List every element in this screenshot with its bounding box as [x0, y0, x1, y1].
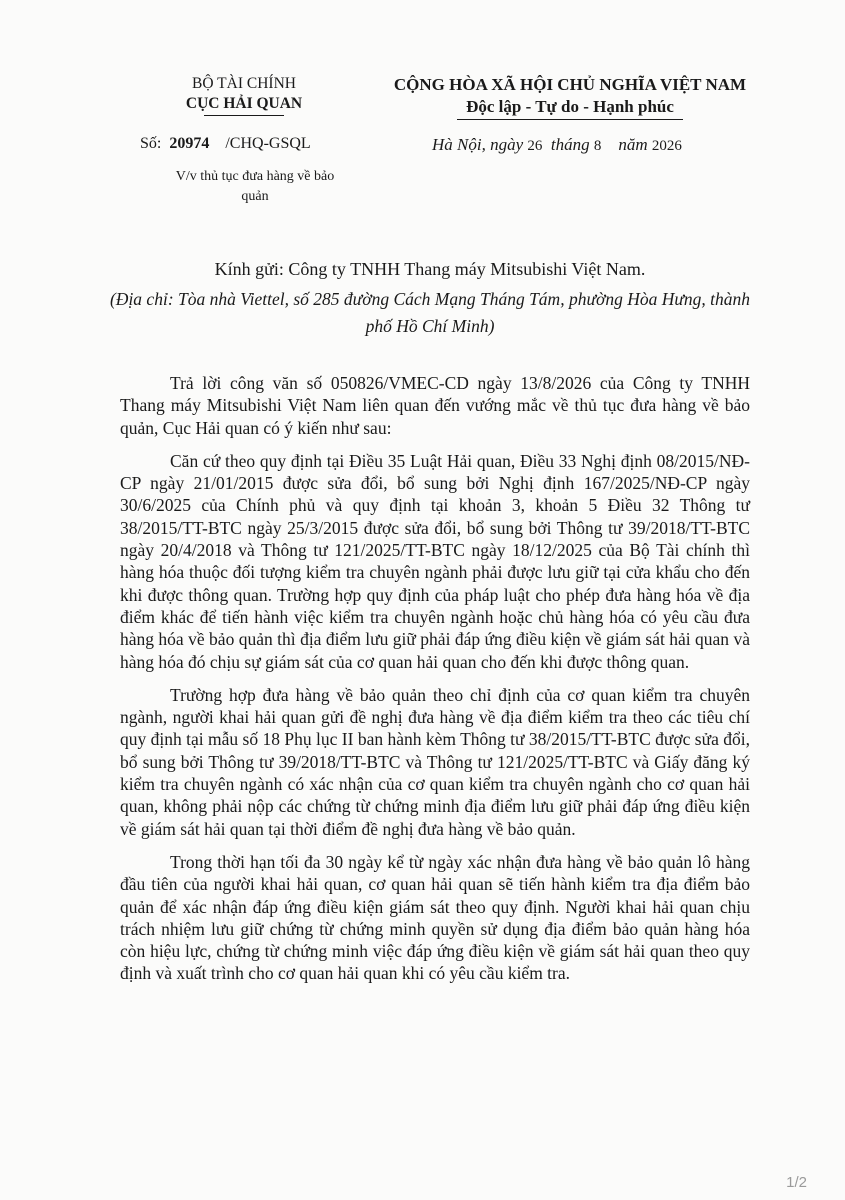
- recipient-address: (Địa chỉ: Tòa nhà Viettel, số 285 đường Cách Mạng Tháng Tám, phường Hòa Hưng, thành phố Hồ Chí Minh): [109, 289, 751, 336]
- document-number-label: Số:: [140, 135, 162, 152]
- ministry-name: BỘ TÀI CHÍNH: [192, 75, 296, 92]
- date-day: 26: [527, 138, 543, 154]
- document-number-suffix: /CHQ-GSQL: [225, 135, 311, 152]
- page-indicator: 1/2: [786, 1174, 807, 1191]
- letter-body: [120, 372, 750, 996]
- document-subject: V/v thủ tục đưa hàng về bảo quản: [175, 169, 335, 204]
- national-motto: Độc lập - Tự do - Hạnh phúc: [466, 97, 674, 116]
- document-number: [140, 135, 311, 153]
- date-month-label: tháng: [550, 135, 590, 154]
- document-number-value: 20974: [169, 135, 210, 152]
- nation-title: CỘNG HÒA XÃ HỘI CHỦ NGHĨA VIỆT NAM: [393, 75, 747, 94]
- department-underline: [204, 115, 284, 116]
- national-heading: [360, 74, 780, 120]
- body-paragraph: Căn cứ theo quy định tại Điều 35 Luật Hải quan, Điều 33 Nghị định 08/2015/NĐ-CP ngày 21/01/2015 được sửa đổi, bổ sung bởi Nghị định 167/2025/NĐ-CP ngày 30/6/2025 của Chính phủ và quy định tại khoản 3, khoản 5 Điều 32 Thông tư 38/2015/TT-BTC ngày 25/3/2015 được sửa đổi, bổ sung bởi Thông tư 39/2018/TT-BTC ngày 20/4/2018 và Thông tư 121/2025/TT-BTC ngày 18/12/2025 của Bộ Tài chính thì hàng hóa thuộc đối tượng kiểm tra chuyên ngành phải được lưu giữ tại cửa khẩu cho đến khi được thông quan. Trường hợp quy định của pháp luật cho phép đưa hàng hóa về địa điểm khác để tiến hành việc kiểm tra chuyên ngành hoặc chủ hàng hóa có yêu cầu đưa hàng hóa về bảo quản thì địa điểm lưu giữ phải đáp ứng điều kiện về giám sát hải quan và hàng hóa đó chịu sự giám sát của cơ quan hải quan cho đến khi được thông quan.: [120, 450, 750, 672]
- body-paragraph: Trả lời công văn số 050826/VMEC-CD ngày 13/8/2026 của Công ty TNHH Thang máy Mitsubishi Việt Nam liên quan đến vướng mắc về thủ tục đưa hàng về bảo quản, Cục Hải quan có ý kiến như sau:: [120, 373, 750, 438]
- date-year-label: năm: [618, 135, 648, 154]
- issuer-block: [128, 74, 360, 116]
- date-month: 8: [593, 138, 602, 154]
- department-name: CỤC HẢI QUAN: [185, 95, 303, 112]
- recipient-line: Kính gửi: Công ty TNHH Thang máy Mitsubishi Việt Nam.: [214, 259, 646, 279]
- body-paragraph: Trường hợp đưa hàng về bảo quản theo chỉ định của cơ quan kiểm tra chuyên ngành, người khai hải quan gửi đề nghị đưa hàng về địa điểm kiểm tra theo các tiêu chí quy định tại mẫu số 18 Phụ lục II ban hành kèm Thông tư 38/2015/TT-BTC được sửa đổi, bổ sung bởi Thông tư 39/2018/TT-BTC và Thông tư 121/2025/TT-BTC và Giấy đăng ký kiểm tra chuyên ngành có xác nhận của cơ quan kiểm tra chuyên ngành cho cơ quan hải quan, không phải nộp các chứng từ chứng minh địa điểm lưu giữ phải đáp ứng điều kiện về giám sát hải quan tại thời điểm đề nghị đưa hàng về bảo quản.: [120, 684, 750, 839]
- date-year: 2026: [651, 138, 682, 154]
- body-paragraph: Trong thời hạn tối đa 30 ngày kể từ ngày xác nhận đưa hàng về bảo quản lô hàng đầu tiên của người khai hải quan, cơ quan hải quan sẽ tiến hành kiểm tra địa điểm bảo quản để xác nhận đáp ứng điều kiện giám sát theo quy định. Người khai hải quan chịu trách nhiệm lưu giữ chứng từ chứng minh quyền sử dụng địa điểm bảo quản hàng hóa còn hiệu lực, chứng từ chứng minh việc đáp ứng điều kiện về giám sát hải quan theo quy định và xuất trình cho cơ quan hải quan khi có yêu cầu kiểm tra.: [120, 851, 750, 984]
- document-date: [432, 135, 682, 155]
- date-place-prefix: Hà Nội, ngày: [432, 135, 524, 154]
- motto-underline: [457, 119, 683, 120]
